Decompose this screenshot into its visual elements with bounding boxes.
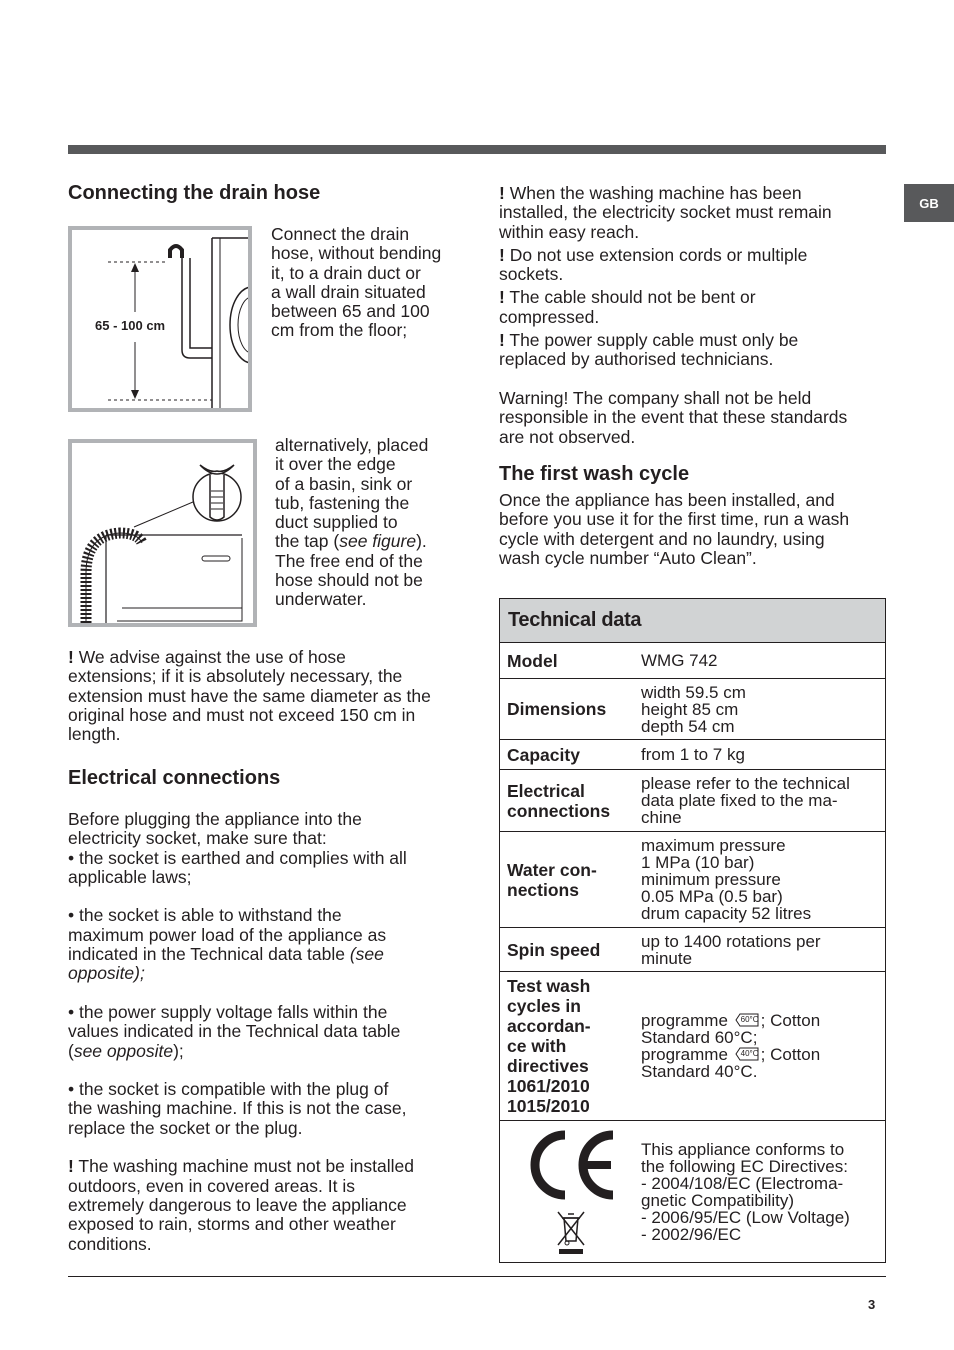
table-row: [500, 643, 885, 679]
page-number: 3: [868, 1297, 876, 1312]
programme-40-icon: 40°C: [735, 1047, 759, 1061]
first-wash-text: Once the appliance has been installed, and before you use it for the first time, run a wash cycle with detergent and no laundry, using wash cycle number “Auto Clean”.: [499, 490, 850, 568]
row-label: Test wash cycles in accordan- ce with directives 1061/2010 1015/2010: [507, 976, 591, 1116]
weee-bin-icon: [555, 1209, 587, 1255]
table-row: [500, 1121, 885, 1262]
bottom-rule: [68, 1276, 886, 1277]
basin-hose-illustration: [72, 443, 253, 623]
row-value: width 59.5 cm height 85 cm depth 54 cm: [641, 682, 746, 736]
hose-extension-note: ! We advise against the use of hose extensions; if it is absolutely necessary, the extension must have the same diameter as the original hose and must not exceed 150 cm in length.: [68, 647, 431, 745]
row-value: maximum pressure 1 MPa (10 bar) minimum pressure 0.05 MPa (0.5 bar) drum capacity 52 litres: [641, 836, 812, 923]
basin-text: alternatively, placed it over the edge of a basin, sink or tub, fastening the duct supplied to the tap (see figure). The free end of the hose should not be underwater.: [275, 435, 429, 610]
programme-60-icon: 60°C: [735, 1013, 759, 1027]
row-value: from 1 to 7 kg: [641, 745, 745, 764]
table-row: [500, 832, 885, 928]
row-label: Capacity: [507, 744, 580, 765]
row-label: Water con- nections: [507, 859, 597, 900]
row-label: Electrical connections: [507, 780, 611, 821]
language-tab: GB: [904, 184, 954, 222]
ce-mark-icon: [523, 1129, 619, 1201]
drain-text: Connect the drain hose, without bending it, to a drain duct or a wall drain situated between 65 and 100 cm from the floor;: [271, 224, 442, 341]
row-value: WMG 742: [641, 651, 718, 670]
basin-hose-figure: [68, 439, 257, 627]
height-range-label: 65 - 100 cm: [95, 318, 166, 333]
electrical-connections-title: Electrical connections: [68, 767, 281, 789]
row-label: Model: [507, 650, 558, 671]
ce-directives-text: This appliance conforms to the following EC Directives: - 2004/108/EC (Electroma- gnetic Compatibility) - 2006/95/EC (Low Voltage) - 2002/96/EC: [641, 1139, 850, 1244]
first-wash-title: The first wash cycle: [499, 463, 690, 485]
technical-data-table: [499, 598, 886, 1263]
table-row: [500, 740, 885, 770]
table-row: [500, 679, 885, 740]
ce-marks: [500, 1121, 634, 1262]
table-row: [500, 770, 885, 832]
table-row: [500, 928, 885, 972]
row-value: please refer to the technical data plate fixed to the ma- chine: [641, 774, 850, 827]
top-rule: [68, 145, 886, 154]
row-label: Dimensions: [507, 699, 607, 719]
row-value: programme 60°C ; Cotton Standard 60°C; programme 40°C ; Cotton Standard 40°C.: [641, 1011, 821, 1081]
row-value: up to 1400 rotations per minute: [641, 931, 821, 968]
electrical-text: Before plugging the appliance into the electricity socket, make sure that: • the socket is earthed and complies with all applicable laws; • the socket is able to withstand the maximum power load of the appliance as indicated in the Technical data table (see opposite); • the power supply voltage falls within the values indicated in the Technical data table (see opposite); • the socket is compatible with the plug of the washing machine. If this is not the case, replace the socket or the plug. ! The washing machine must not be installed outdoors, even in covered areas. It is extremely dangerous to leave the appliance exposed to rain, storms and other weather conditions.: [68, 809, 414, 1254]
technical-data-title: Technical data: [500, 599, 885, 643]
table-row: [500, 972, 885, 1121]
drain-height-figure: [68, 226, 252, 412]
safety-warnings: ! When the washing machine has been installed, the electricity socket must remain within easy reach. ! Do not use extension cords or multiple sockets. ! The cable should not be bent or compressed. ! The power supply cable must only be replaced by authorised technicians. Warning! The company shall not be held responsible in the event that these standards are not observed.: [499, 183, 848, 447]
drain-hose-title: Connecting the drain hose: [68, 182, 321, 204]
row-label: Spin speed: [507, 939, 601, 960]
